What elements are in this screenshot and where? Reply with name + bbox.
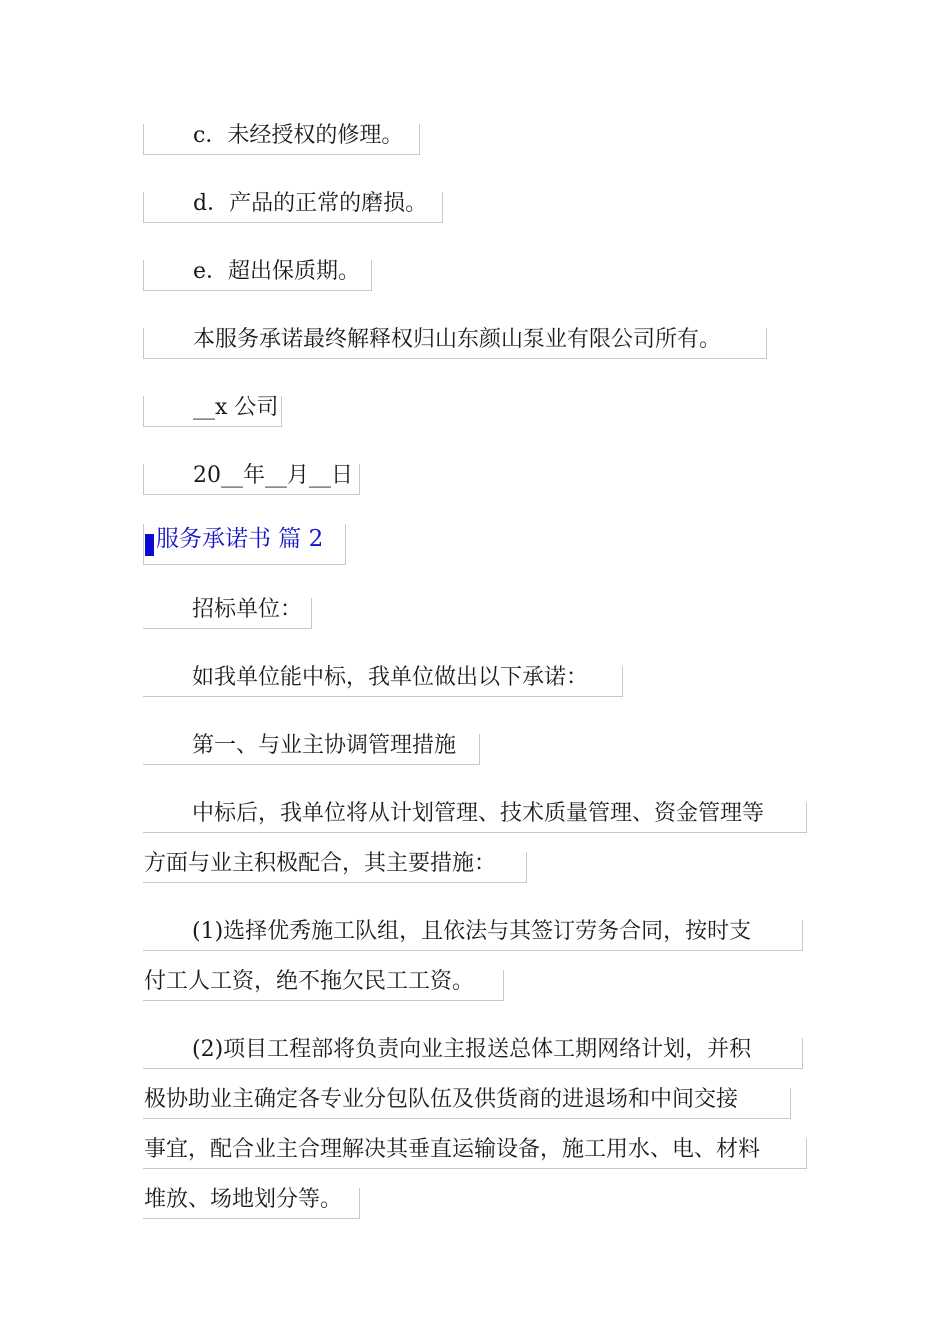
paragraph-line: 方面与业主积极配合，其主要措施： xyxy=(143,852,527,883)
intro-line: 如我单位能中标，我单位做出以下承诺： xyxy=(143,666,623,697)
section-heading: 服务承诺书 篇 2 xyxy=(143,524,346,565)
interpretation-statement: 本服务承诺最终解释权归山东颜山泵业有限公司所有。 xyxy=(143,328,767,359)
company-signature: __x 公司 xyxy=(143,396,282,427)
paragraph-line: 中标后，我单位将从计划管理、技术质量管理、资金管理等 xyxy=(143,802,807,833)
signature-date: 20__年__月__日 xyxy=(143,464,360,495)
heading-marker-icon xyxy=(145,534,154,556)
list-item-c: c．未经授权的修理。 xyxy=(143,124,420,155)
subheading-line: 第一、与业主协调管理措施 xyxy=(143,734,480,765)
paragraph-line: 极协助业主确定各专业分包队伍及供货商的进退场和中间交接 xyxy=(143,1088,791,1119)
list-item-e: e．超出保质期。 xyxy=(143,260,372,291)
recipient-line: 招标单位： xyxy=(143,598,312,629)
paragraph-line: 付工人工资，绝不拖欠民工工资。 xyxy=(143,970,504,1001)
paragraph-line: 堆放、场地划分等。 xyxy=(143,1188,360,1219)
paragraph-line: 事宜，配合业主合理解决其垂直运输设备，施工用水、电、材料 xyxy=(143,1138,807,1169)
list-item-d: d．产品的正常的磨损。 xyxy=(143,192,443,223)
paragraph-line: (1)选择优秀施工队组，且依法与其签订劳务合同，按时支 xyxy=(143,920,803,951)
paragraph-line: (2)项目工程部将负责向业主报送总体工期网络计划，并积 xyxy=(143,1038,803,1069)
